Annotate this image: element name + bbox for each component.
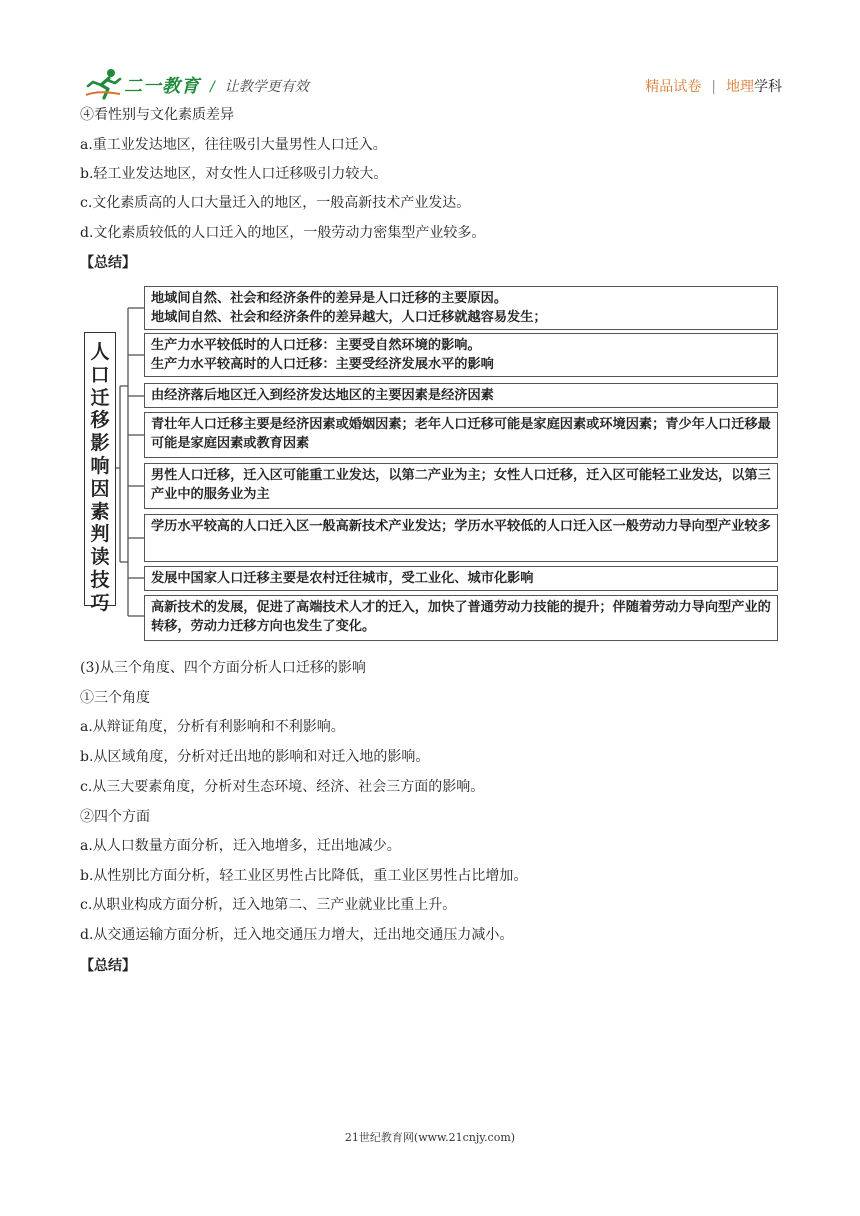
runner-logo-icon	[84, 68, 124, 100]
factor-box: 学历水平较高的人口迁入区一般高新技术产业发达；学历水平较低的人口迁入区一般劳动力导向型产业较多	[144, 514, 778, 562]
factor-box: 男性人口迁移，迁入区可能重工业发达，以第二产业为主；女性人口迁移，迁入区可能轻工业发达，以第三产业中的服务业为主	[144, 463, 778, 509]
section1-item: b.轻工业发达地区，对女性人口迁移吸引力较大。	[80, 166, 388, 182]
slogan-separator: /	[210, 79, 215, 95]
header-right	[645, 76, 782, 96]
diagram-title	[84, 332, 116, 614]
title-char: 巧	[90, 591, 110, 614]
section1-heading: ④看性别与文化素质差异	[80, 107, 234, 123]
title-char: 影	[90, 432, 110, 455]
factor-diagram	[80, 282, 780, 644]
header-divider: |	[711, 79, 716, 95]
header-label: 精品试卷	[645, 79, 702, 95]
section2-heading: (3)从三个角度、四个方面分析人口迁移的影响	[80, 660, 366, 676]
section2-item: a.从人口数量方面分析，迁入地增多，迁出地减少。	[80, 838, 401, 854]
logo-text: 二一教育	[124, 76, 200, 97]
summary-label: 【总结】	[80, 958, 136, 974]
page-header	[82, 64, 782, 104]
title-char: 迁	[90, 386, 110, 409]
section2-item: c.从职业构成方面分析，迁入地第二、三产业就业比重上升。	[80, 897, 457, 913]
section1-item: c.文化素质高的人口大量迁入的地区，一般高新技术产业发达。	[80, 195, 471, 211]
section2-item: a.从辩证角度，分析有利影响和不利影响。	[80, 719, 345, 735]
title-char: 响	[90, 454, 110, 477]
section2-sub-heading: ②四个方面	[80, 809, 150, 825]
factor-box: 青壮年人口迁移主要是经济因素或婚姻因素；老年人口迁移可能是家庭因素或环境因素；青少年人口迁移最可能是家庭因素或教育因素	[144, 412, 778, 458]
factor-box: 发展中国家人口迁移主要是农村迁往城市，受工业化、城市化影响	[144, 566, 778, 591]
title-char: 口	[90, 363, 110, 386]
page-footer: 21世纪教育网(www.21cnjy.com)	[344, 1131, 516, 1144]
title-char: 判	[90, 523, 110, 546]
section1-item: a.重工业发达地区，往往吸引大量男性人口迁入。	[80, 137, 387, 153]
title-char: 读	[90, 546, 110, 569]
slogan-text: 让教学更有效	[224, 79, 309, 95]
section2-sub-heading: ①三个角度	[80, 690, 150, 706]
section2-item: b.从性别比方面分析，轻工业区男性占比降低，重工业区男性占比增加。	[80, 868, 528, 884]
summary-label: 【总结】	[80, 255, 136, 271]
title-char: 人	[90, 341, 110, 363]
title-char: 技	[90, 568, 110, 591]
title-char: 移	[90, 409, 110, 432]
factor-box: 高新技术的发展，促进了高端技术人才的迁入，加快了普通劳动力技能的提升；伴随着劳动力导向型产业的转移，劳动力迁移方向也发生了变化。	[144, 595, 778, 641]
section2-item: d.从交通运输方面分析，迁入地交通压力增大，迁出地交通压力减小。	[80, 927, 514, 943]
subject-prefix: 地理	[726, 79, 754, 95]
section2-item: b.从区域角度，分析对迁出地的影响和对迁入地的影响。	[80, 749, 430, 765]
subject-suffix: 学科	[754, 79, 782, 95]
title-char: 素	[90, 500, 110, 523]
slogan	[210, 76, 309, 96]
section2-item: c.从三大要素角度，分析对生态环境、经济、社会三方面的影响。	[80, 779, 485, 795]
factor-box: 地域间自然、社会和经济条件的差异是人口迁移的主要原因。 地域间自然、社会和经济条件的差异越大，人口迁移就越容易发生；	[144, 286, 778, 330]
section1-item: d.文化素质较低的人口迁入的地区，一般劳动力密集型产业较多。	[80, 225, 486, 241]
title-char: 因	[90, 477, 110, 500]
factor-box: 生产力水平较低时的人口迁移：主要受自然环境的影响。 生产力水平较高时的人口迁移：主要受经济发展水平的影响	[144, 333, 778, 377]
factor-box: 由经济落后地区迁入到经济发达地区的主要因素是经济因素	[144, 383, 778, 408]
